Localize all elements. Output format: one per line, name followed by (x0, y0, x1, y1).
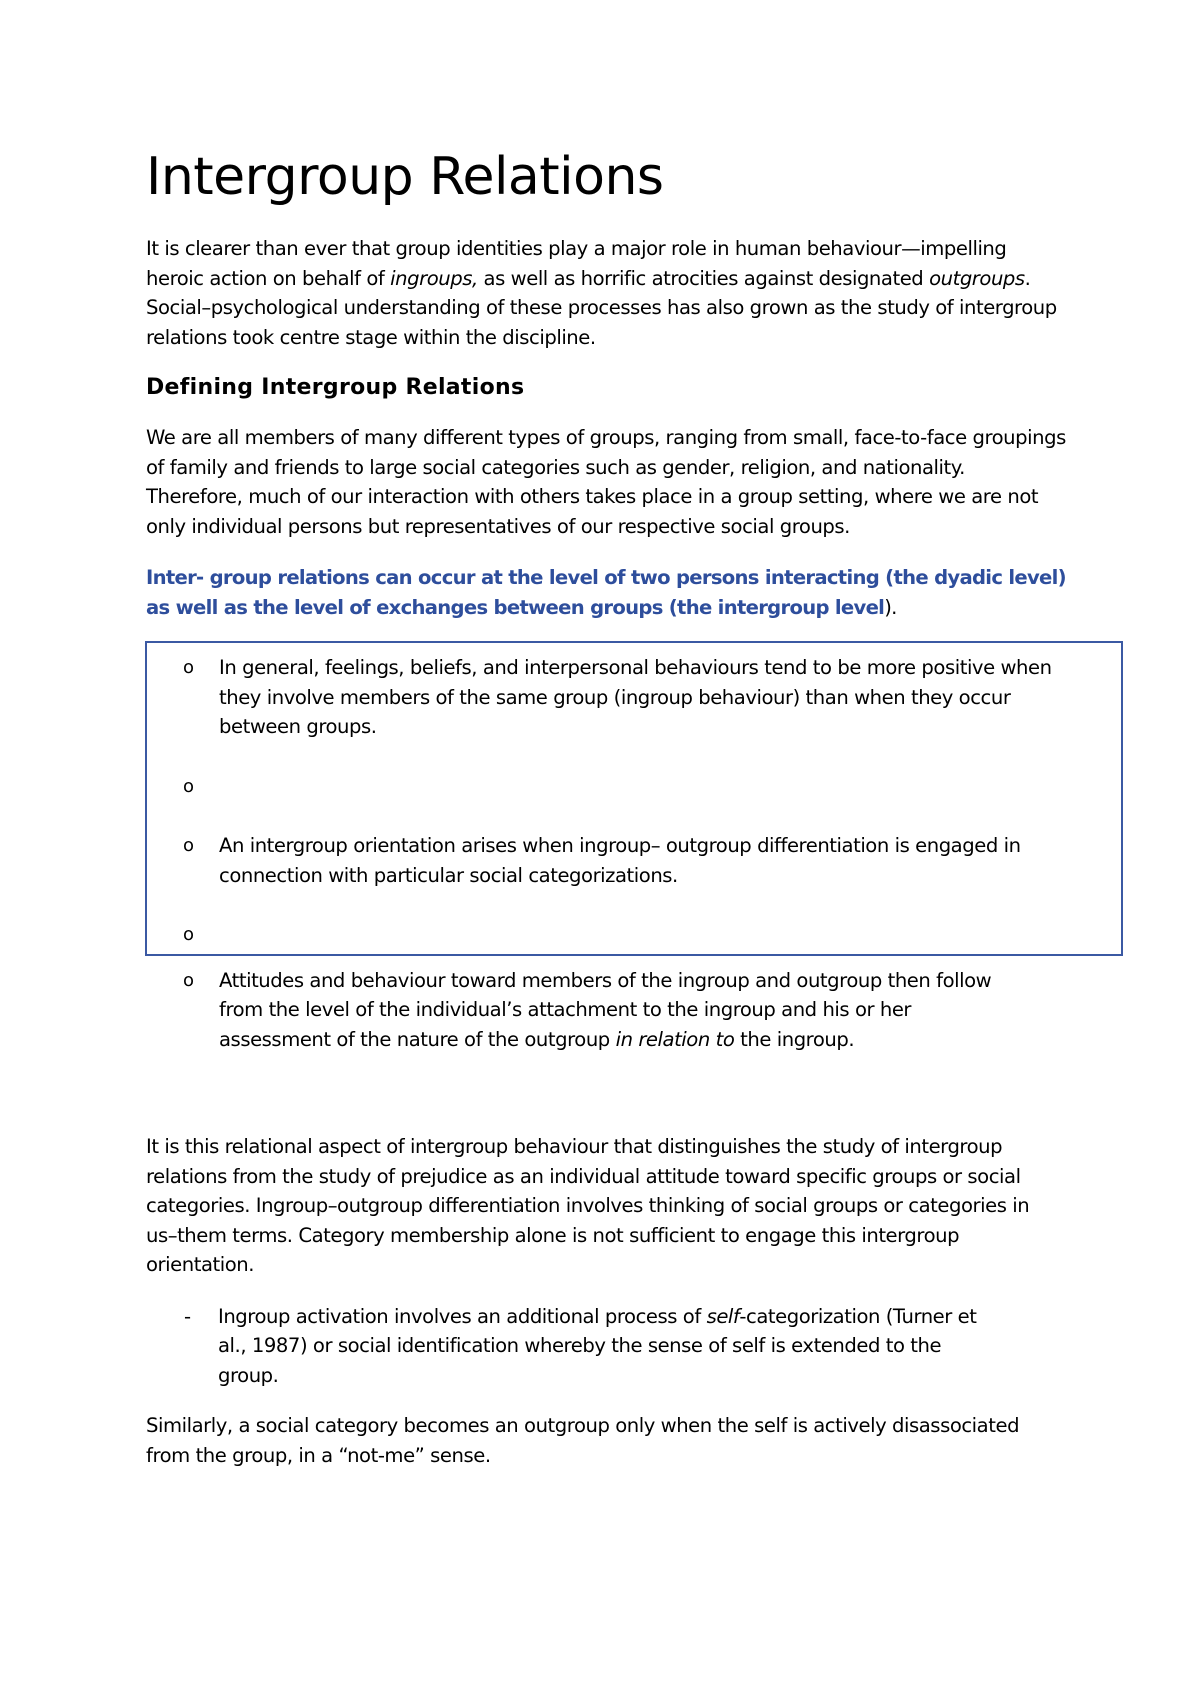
intro-emphasis-outgroups: outgroups (929, 266, 1025, 290)
members-paragraph: We are all members of many different types of groups, ranging from small, face-to-face groupings of family and friends to large social categories such as gender, religion, and nationality. Therefore, much of our interaction with others takes place in a group setting, where we are not only individual persons but representatives of our respective social groups. (146, 426, 1066, 538)
intro-text-3: . Social–psychological understanding of these processes has also grown as the study of intergroup relations took centre stage within the discipline. (146, 266, 1057, 349)
dash-list-item (146, 1302, 1066, 1391)
section-heading: Defining Intergroup Relations (146, 375, 525, 400)
boxed-bullet-list (147, 653, 1121, 950)
list-item-emphasis: in relation to (615, 1027, 735, 1051)
list-item-text: An intergroup orientation arises when ingroup– outgroup differentiation is engaged in connection with particular social categorizations. (219, 834, 1021, 887)
list-item (146, 966, 1066, 1055)
intro-paragraph (146, 234, 1066, 352)
dash-marker: - (184, 1304, 191, 1328)
list-item (147, 653, 1121, 742)
bullet-marker: o (183, 969, 194, 991)
list-item-empty (147, 772, 1121, 802)
highlighted-paragraph (146, 563, 1066, 622)
intro-text-2: as well as horrific atrocities against designated (477, 266, 930, 290)
bullet-marker: o (183, 657, 194, 678)
list-item-text: In general, feelings, beliefs, and interpersonal behaviours tend to be more positive when they involve members of the same group (ingroup behaviour) than when they occur between groups. (219, 656, 1052, 738)
relational-paragraph: It is this relational aspect of intergroup behaviour that distinguishes the study of intergroup relations from the study of prejudice as an individual attitude toward specific groups or social categories. Ingroup–outgroup differentiation involves thinking of social groups or categories in us–them terms. Category membership alone is not sufficient to engage this intergroup orientation. (146, 1135, 1030, 1276)
bullet-marker: o (183, 835, 194, 856)
list-item-text-2: the ingroup. (734, 1027, 855, 1051)
dash-item-text-2: -categorization (Turner et al., 1987) or social identification whereby the sense of self is extended to the group. (218, 1304, 977, 1387)
bullet-marker: o (183, 775, 194, 797)
bullet-marker: o (183, 924, 194, 945)
list-item-empty (147, 920, 1121, 950)
list-item-text-1: Attitudes and behaviour toward members of the ingroup and outgroup then follow from the level of the individual’s attachment to the ingroup and his or her assessment of the nature of the outgroup (219, 968, 992, 1051)
dash-item-emphasis: self (706, 1304, 740, 1328)
bullet-list (146, 966, 1066, 1055)
document-content (146, 142, 1066, 1470)
intro-emphasis-ingroups: ingroups, (390, 266, 478, 290)
dash-item-text-1: Ingroup activation involves an additional process of (218, 1304, 707, 1328)
intro-text-1: It is clearer than ever that group identities play a major role in human behaviour—impelling heroic action on behalf of (146, 237, 1007, 290)
highlighted-tail: ). (884, 595, 897, 619)
closing-paragraph: Similarly, a social category becomes an outgroup only when the self is actively disassociated from the group, in a “not-me” sense. (146, 1414, 1020, 1467)
page-title: Intergroup Relations (146, 147, 664, 207)
list-item (147, 831, 1121, 890)
highlighted-text: Inter- group relations can occur at the level of two persons interacting (the dyadic level) as well as the level of exchanges between groups (the intergroup level (146, 566, 1066, 619)
bordered-box (145, 641, 1123, 956)
